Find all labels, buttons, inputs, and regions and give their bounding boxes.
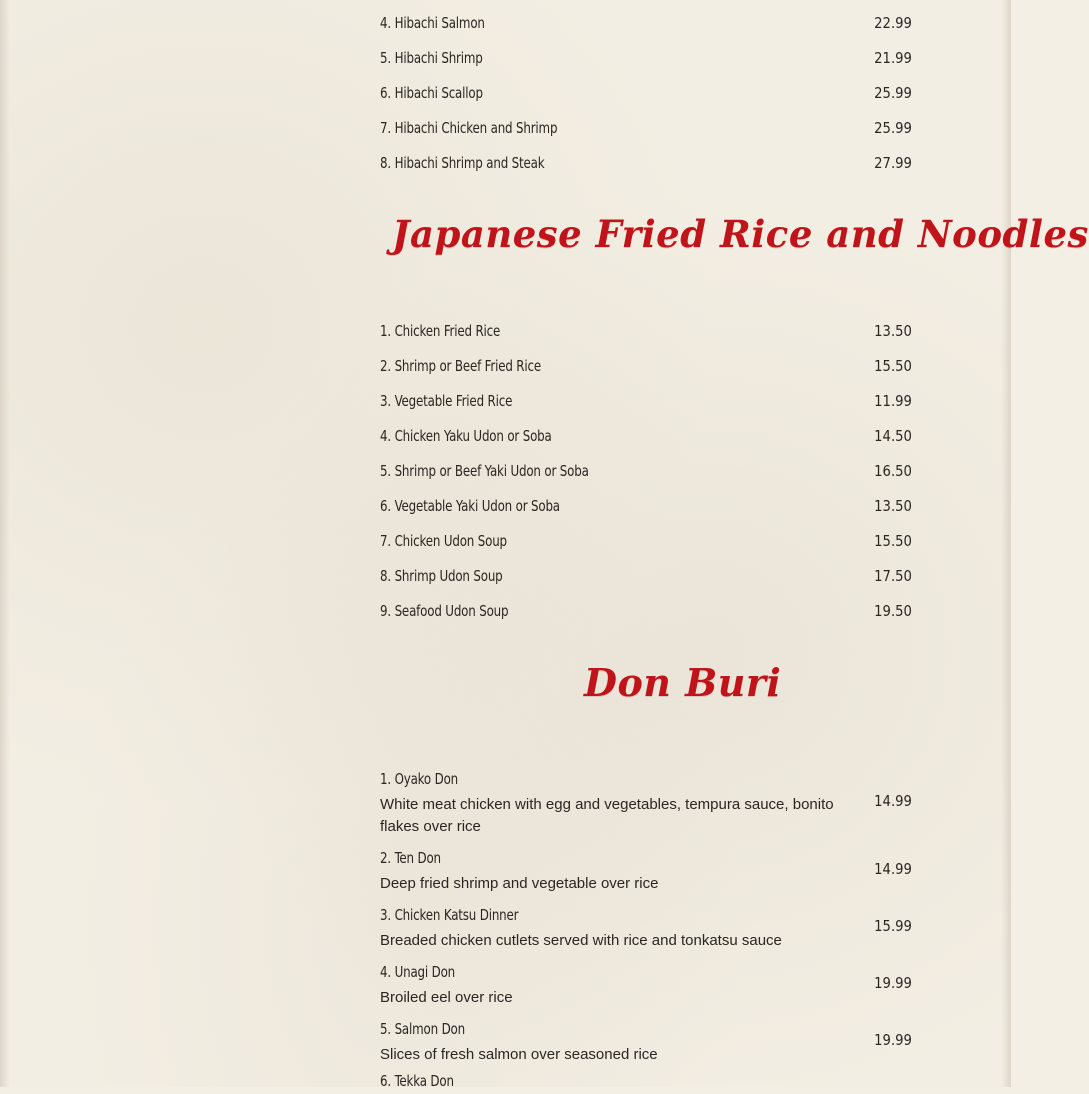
item-price: 19.50 xyxy=(874,602,912,620)
item-name: 5. Hibachi Shrimp xyxy=(380,49,483,67)
item-price: 13.50 xyxy=(874,497,912,515)
item-name: 4. Chicken Yaku Udon or Soba xyxy=(380,427,552,445)
item-price: 16.50 xyxy=(874,462,912,480)
item-name: 5. Shrimp or Beef Yaki Udon or Soba xyxy=(380,462,589,480)
menu-item xyxy=(380,357,912,379)
item-name: 2. Shrimp or Beef Fried Rice xyxy=(380,357,541,375)
item-description: Broiled eel over rice xyxy=(380,989,513,1006)
item-name: 2. Ten Don xyxy=(380,849,441,867)
item-price: 22.99 xyxy=(874,14,912,32)
menu-item xyxy=(380,567,912,589)
item-price: 14.99 xyxy=(874,860,912,878)
menu-item xyxy=(380,49,912,71)
menu-item-name-row xyxy=(380,1072,912,1094)
item-price: 14.50 xyxy=(874,427,912,445)
menu-item xyxy=(380,84,912,106)
item-description: Deep fried shrimp and vegetable over rice xyxy=(380,875,659,892)
menu-item-name-row xyxy=(380,770,912,792)
item-price: 17.50 xyxy=(874,567,912,585)
menu-item xyxy=(380,532,912,554)
item-name: 7. Hibachi Chicken and Shrimp xyxy=(380,119,558,137)
menu-item xyxy=(380,154,912,176)
menu-item xyxy=(380,14,912,36)
item-name: 6. Tekka Don xyxy=(380,1072,454,1090)
item-price: 19.99 xyxy=(874,974,912,992)
item-price: 15.99 xyxy=(874,917,912,935)
menu-item xyxy=(380,119,912,141)
menu-item xyxy=(380,602,912,624)
item-price: 21.99 xyxy=(874,49,912,67)
menu-item-price-row xyxy=(380,860,912,882)
menu-item xyxy=(380,322,912,344)
item-price: 25.99 xyxy=(874,84,912,102)
section-title-don-buri: Don Buri xyxy=(584,660,782,705)
item-price: 15.50 xyxy=(874,357,912,375)
item-name: 8. Hibachi Shrimp and Steak xyxy=(380,154,545,172)
menu-item-price-row xyxy=(380,974,912,996)
item-name: 7. Chicken Udon Soup xyxy=(380,532,507,550)
menu-item xyxy=(380,462,912,484)
item-name: 1. Oyako Don xyxy=(380,770,459,788)
item-name: 1. Chicken Fried Rice xyxy=(380,322,501,340)
item-price: 25.99 xyxy=(874,119,912,137)
item-name: 9. Seafood Udon Soup xyxy=(380,602,509,620)
menu-item-price-row xyxy=(380,1031,912,1053)
item-price: 11.99 xyxy=(874,392,912,410)
menu-item xyxy=(380,392,912,414)
item-name: 3. Vegetable Fried Rice xyxy=(380,392,513,410)
item-description: Breaded chicken cutlets served with rice and tonkatsu sauce xyxy=(380,932,782,949)
menu-item xyxy=(380,427,912,449)
item-name: 5. Salmon Don xyxy=(380,1020,466,1038)
item-price: 27.99 xyxy=(874,154,912,172)
item-price: 19.99 xyxy=(874,1031,912,1049)
menu-item-price-row xyxy=(380,917,912,939)
section-title-fried-rice: Japanese Fried Rice and Noodles xyxy=(392,212,1089,256)
item-price: 15.50 xyxy=(874,532,912,550)
item-price: 13.50 xyxy=(874,322,912,340)
menu-item xyxy=(380,497,912,519)
item-name: 4. Unagi Don xyxy=(380,963,456,981)
item-name: 6. Hibachi Scallop xyxy=(380,84,483,102)
item-name: 6. Vegetable Yaki Udon or Soba xyxy=(380,497,560,515)
item-name: 3. Chicken Katsu Dinner xyxy=(380,906,519,924)
item-name: 4. Hibachi Salmon xyxy=(380,14,485,32)
item-description: White meat chicken with egg and vegetables, tempura sauce, bonito flakes over rice xyxy=(380,796,834,835)
menu-item-price-row xyxy=(380,792,912,814)
item-price: 14.99 xyxy=(874,792,912,810)
item-description: Slices of fresh salmon over seasoned rice xyxy=(380,1046,658,1063)
item-name: 8. Shrimp Udon Soup xyxy=(380,567,503,585)
